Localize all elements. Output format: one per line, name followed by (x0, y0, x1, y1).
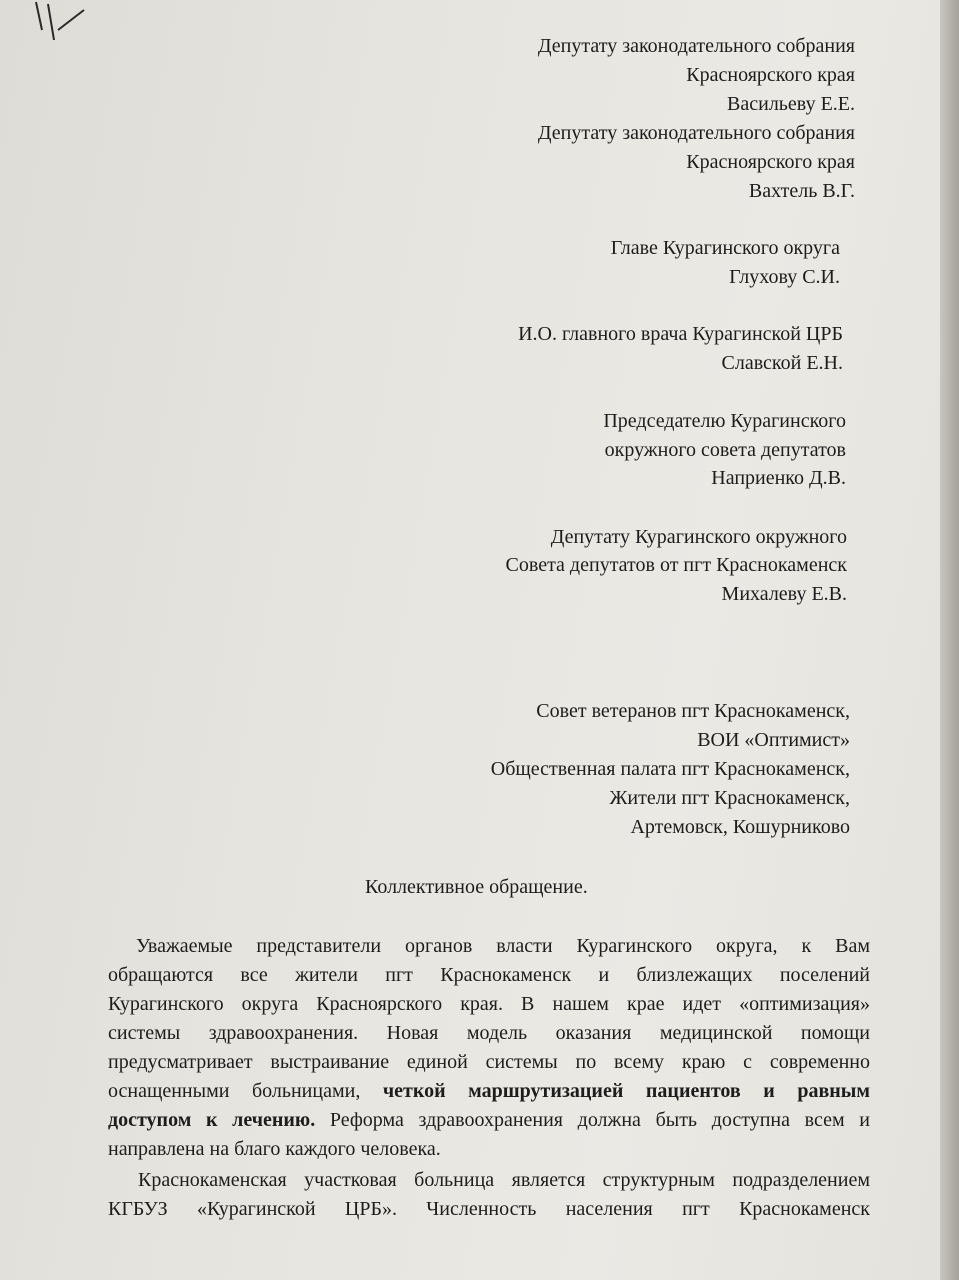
body-line-mixed (108, 1080, 870, 1103)
body-line: системы здравоохранения. Новая модель оказания медицинской помощи (108, 1022, 870, 1044)
addressee-line: Депутату законодательного собрания (537, 122, 855, 144)
sender-line: Артемовск, Кошурниково (630, 816, 850, 838)
addressee-line: Депутату законодательного собрания (537, 35, 855, 57)
addressee-line: Вахтель В.Г. (748, 180, 855, 202)
handwritten-mark (28, 0, 88, 60)
addressee-line: Депутату Курагинского окружного (550, 526, 847, 548)
body-line: Курагинского округа Красноярского края. В нашем крае идет «оптимизация» (108, 993, 870, 1015)
addressee-line: Красноярского края (686, 64, 855, 86)
body-text: Реформа здравоохранения должна быть доступна всем и (315, 1109, 870, 1131)
addressee-line: Совета депутатов от пгт Краснокаменск (505, 554, 847, 576)
body-line: Уважаемые представители органов власти Курагинского округа, к Вам (136, 935, 870, 957)
addressee-line: И.О. главного врача Курагинской ЦРБ (518, 323, 843, 345)
addressee-line: Главе Курагинского округа (610, 237, 840, 259)
sender-line: Жители пгт Краснокаменск, (609, 787, 850, 809)
addressee-line: Васильеву Е.Е. (727, 93, 855, 115)
body-text: оснащенными больницами, (108, 1080, 361, 1102)
body-line: обращаются все жители пгт Краснокаменск и близлежащих поселений (108, 964, 870, 986)
sender-line: Общественная палата пгт Краснокаменск, (490, 758, 850, 780)
page-edge (940, 0, 959, 1280)
sender-line: Совет ветеранов пгт Краснокаменск, (536, 700, 850, 722)
addressee-line: Наприенко Д.В. (711, 467, 846, 489)
addressee-line: Председателю Курагинского (603, 410, 846, 432)
body-bold-text: четкой маршрутизацией пациентов и равным (360, 1080, 871, 1102)
sender-line: ВОИ «Оптимист» (697, 729, 850, 751)
document-title: Коллективное обращение. (365, 876, 588, 898)
body-line: направлена на благо каждого человека. (108, 1138, 441, 1160)
addressee-line: Славской Е.Н. (721, 352, 843, 374)
body-bold-text: доступом к лечению. (108, 1109, 316, 1131)
body-line: Краснокаменская участковая больница является структурным подразделением (138, 1169, 870, 1191)
addressee-line: Михалеву Е.В. (721, 583, 847, 605)
body-line: КГБУЗ «Курагинской ЦРБ». Численность населения пгт Краснокаменск (108, 1198, 870, 1220)
addressee-line: Глухову С.И. (729, 266, 840, 288)
body-line: предусматривает выстраивание единой системы по всему краю с современно (108, 1051, 870, 1073)
addressee-line: Красноярского края (686, 151, 855, 173)
body-line-mixed (108, 1109, 870, 1132)
addressee-line: окружного совета депутатов (604, 439, 846, 461)
